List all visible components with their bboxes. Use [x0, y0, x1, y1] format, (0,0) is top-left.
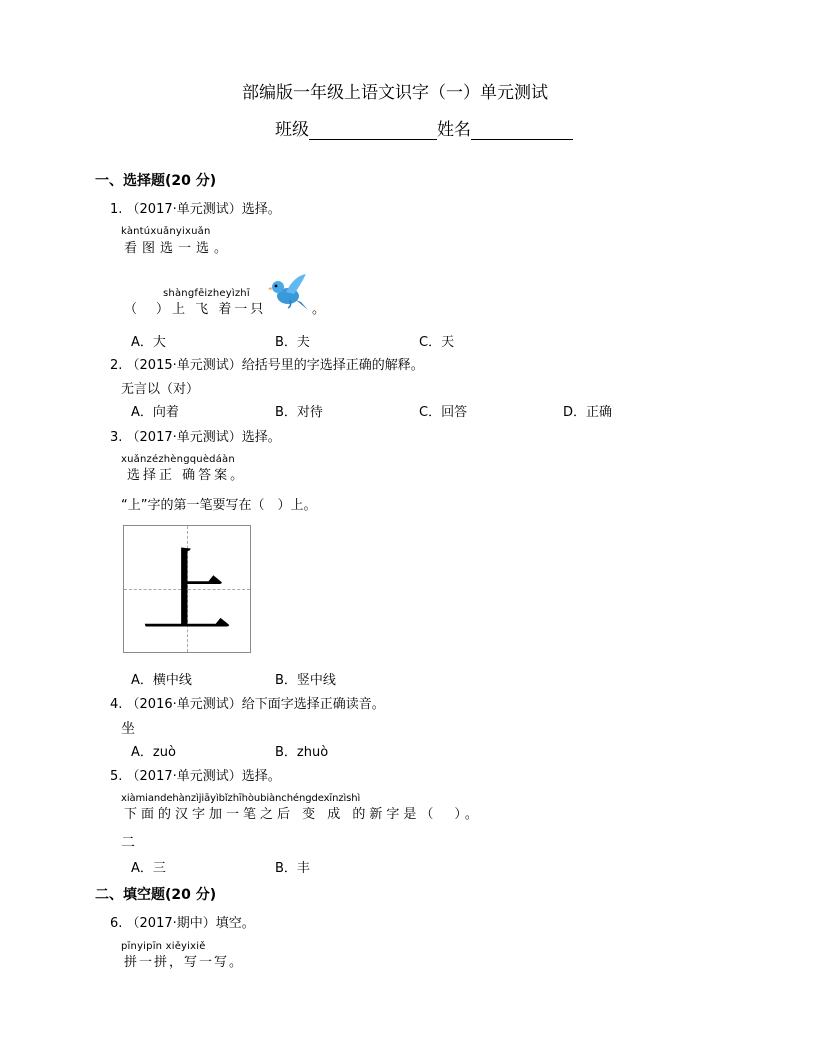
q1-period: 。	[312, 302, 326, 317]
q1-hanzi-1: 看图选一选。	[124, 241, 233, 256]
class-name-line	[275, 115, 573, 140]
q6-hanzi: 拼一拼，写一写。	[124, 955, 245, 970]
q1-stem: 1. （2017·单元测试）选择。	[110, 202, 281, 217]
q5-char: 二	[121, 835, 135, 851]
q2-option-d[interactable]: D．正确	[563, 405, 613, 420]
q5-pinyin: xiàmiandehànzìjiāyìbǐzhīhòubiànchéngdexīnzìshì	[121, 793, 361, 804]
class-blank[interactable]	[309, 122, 437, 140]
q1-pinyin-2: shàngfēizheyìzhī	[163, 288, 250, 299]
q1-hanzi-2: （ ）上 飞 着一只	[124, 302, 267, 317]
q1-pinyin-1: kàntúxuǎnyixuǎn	[121, 226, 211, 237]
q2-option-a[interactable]: A．向着	[131, 405, 179, 420]
q1-option-c[interactable]: C．天	[419, 335, 455, 350]
q2-word: 无言以（对）	[121, 382, 200, 397]
q4-option-b[interactable]: B．zhuò	[275, 745, 329, 760]
q3-stem: 3. （2017·单元测试）选择。	[110, 430, 281, 445]
q2-option-b[interactable]: B．对待	[275, 405, 323, 420]
grid-character	[124, 526, 250, 652]
q2-stem: 2. （2015·单元测试）给括号里的字选择正确的解释。	[110, 358, 424, 373]
q5-option-b[interactable]: B．丰	[275, 861, 310, 876]
q1-option-b[interactable]: B．夫	[275, 335, 310, 350]
section-heading-choice: 一、选择题(20 分)	[95, 173, 217, 189]
q5-option-a[interactable]: A．三	[131, 861, 166, 876]
name-label: 姓名	[437, 120, 471, 140]
q1-option-a[interactable]: A．大	[131, 335, 166, 350]
q3-option-a[interactable]: A．横中线	[131, 673, 192, 688]
q5-stem: 5. （2017·单元测试）选择。	[110, 769, 281, 784]
q3-option-b[interactable]: B．竖中线	[275, 673, 336, 688]
class-label: 班级	[275, 120, 309, 140]
section-heading-fill: 二、填空题(20 分)	[95, 887, 217, 903]
q4-char: 坐	[121, 721, 135, 737]
writing-grid	[123, 525, 251, 653]
q6-pinyin: pīnyipīn xiěyixiě	[121, 941, 206, 952]
q6-stem: 6. （2017·期中）填空。	[110, 916, 255, 931]
q4-option-a[interactable]: A．zuò	[131, 745, 176, 760]
q3-hanzi: 选择正 确答案。	[127, 468, 247, 483]
q4-stem: 4. （2016·单元测试）给下面字选择正确读音。	[110, 697, 385, 712]
q3-question: “上”字的第一笔要写在（ ）上。	[121, 498, 317, 513]
page-title: 部编版一年级上语文识字（一）单元测试	[242, 83, 548, 103]
q2-option-c[interactable]: C．回答	[419, 405, 468, 420]
name-blank[interactable]	[471, 122, 573, 140]
q5-hanzi: 下面的汉字加一笔之后 变 成 的新字是（ ）。	[124, 807, 482, 822]
grid-character-text: 上	[140, 539, 234, 646]
bird-icon	[268, 272, 310, 312]
q3-pinyin: xuǎnzézhèngquèdáàn	[121, 454, 235, 465]
